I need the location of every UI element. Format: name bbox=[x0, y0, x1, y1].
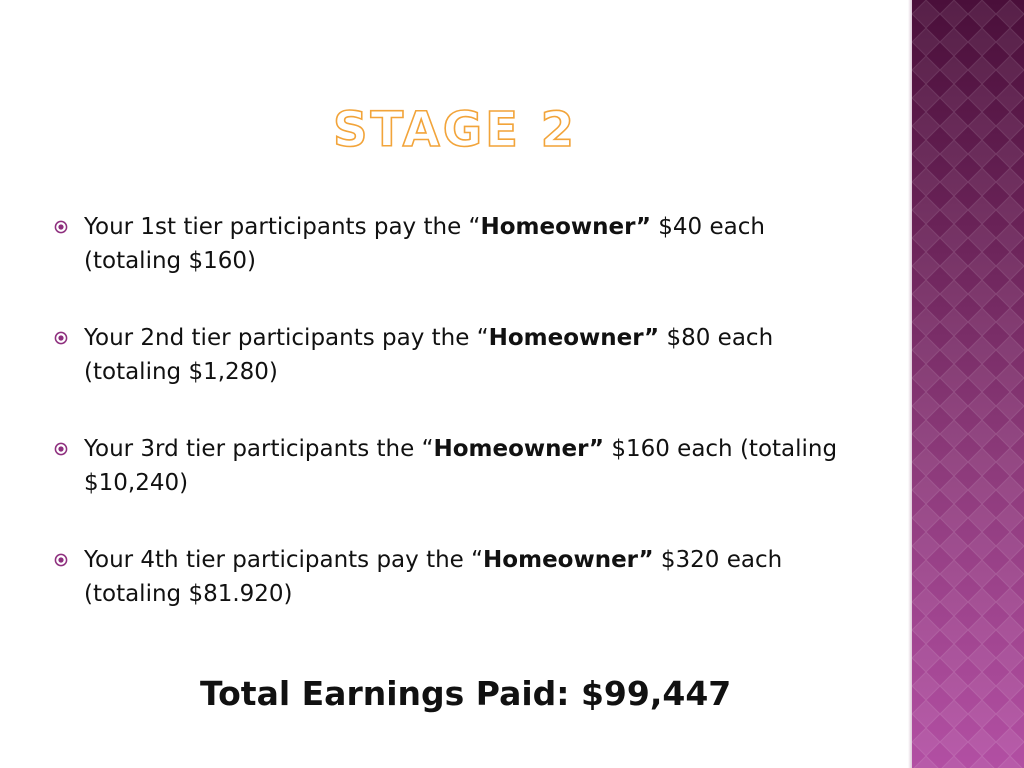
homeowner-label: Homeowner” bbox=[488, 325, 660, 351]
bullet-item-2 bbox=[52, 321, 852, 389]
homeowner-label: Homeowner” bbox=[433, 436, 605, 462]
circled-dot-bullet-icon bbox=[54, 331, 68, 345]
diamond-pattern bbox=[912, 0, 1024, 768]
homeowner-label: Homeowner” bbox=[483, 547, 654, 573]
bullet-text-lead: Your 1st tier participants pay the “ bbox=[84, 214, 481, 240]
decorative-side-panel bbox=[912, 0, 1024, 768]
bullet-item-4 bbox=[52, 543, 852, 611]
circled-dot-bullet-icon bbox=[54, 553, 68, 567]
circled-dot-bullet-icon bbox=[54, 442, 68, 456]
bullet-item-1 bbox=[52, 210, 852, 278]
homeowner-label: Homeowner” bbox=[480, 214, 651, 240]
bullet-text bbox=[84, 321, 852, 389]
bullet-text-tail: $320 each (totaling $81.920) bbox=[84, 547, 783, 607]
bullet-text-lead: Your 2nd tier participants pay the “ bbox=[84, 325, 489, 351]
bullet-text bbox=[84, 432, 852, 500]
bullet-text-tail: $40 each (totaling $160) bbox=[84, 214, 765, 274]
bullet-text-tail: $80 each (totaling $1,280) bbox=[84, 325, 774, 385]
slide-title: STAGE 2 bbox=[332, 102, 578, 158]
bullet-text-tail: $160 each (totaling $10,240) bbox=[84, 436, 838, 496]
bullet-text bbox=[84, 543, 852, 611]
bullet-item-3 bbox=[52, 432, 852, 500]
bullet-text-lead: Your 4th tier participants pay the “ bbox=[84, 547, 484, 573]
bullet-text bbox=[84, 210, 852, 278]
circled-dot-bullet-icon bbox=[54, 220, 68, 234]
bullet-list bbox=[52, 210, 852, 611]
total-earnings: Total Earnings Paid: $99,447 bbox=[200, 674, 732, 713]
bullet-text-lead: Your 3rd tier participants the “ bbox=[84, 436, 434, 462]
